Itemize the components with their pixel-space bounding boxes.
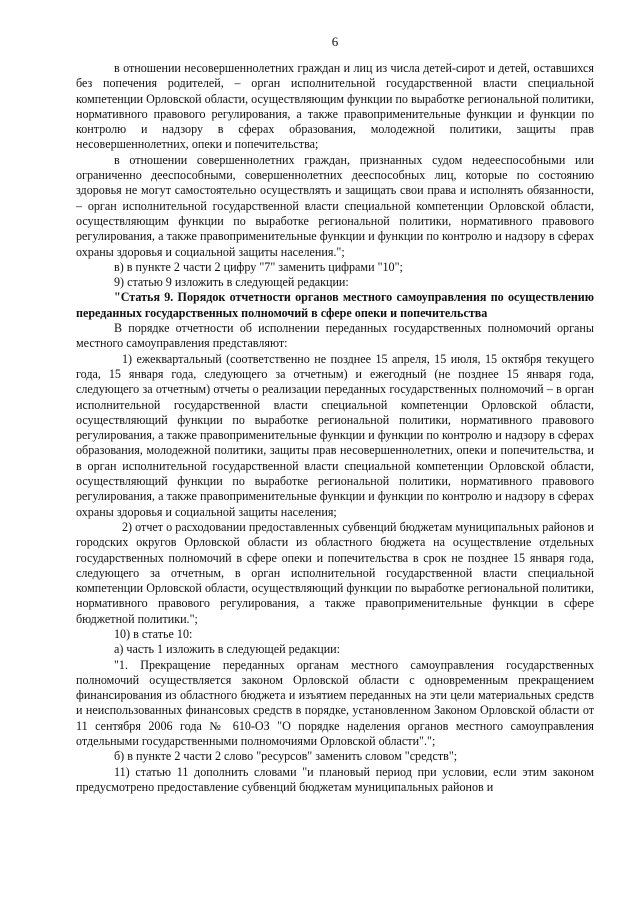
paragraph-reporting-order: В порядке отчетности об исполнении переданных государственных полномочий органы местного самоуправления представляют:: [76, 321, 594, 351]
paragraph-quarterly-report: 1) ежеквартальный (соответственно не позднее 15 апреля, 15 июля, 15 октября текущего года, 15 января года, следующего за отчетным) и ежегодный (не позднее 15 января года, следующего за отчетным) отчеты о реализации переданных государственных полномочий – в орган исполнительной государственной власти специальной компетенции Орловской области, осуществляющий функции по выработке региональной политики, нормативного правового регулирования, а также правоприменительные функции и функции по контролю и надзору в сферах образования, молодежной политики, защиты прав несовершеннолетних, опеки и попечительства, и в орган исполнительной государственной власти специальной компетенции Орловской области, осуществляющий функции по выработке региональной политики, нормативного правового регулирования, а также правоприменительные функции и функции по контролю и надзору в сферах охраны здоровья и социальной защиты населения;: [76, 351, 594, 519]
paragraph-minors-authority: в отношении несовершеннолетних граждан и лиц из числа детей-сирот и детей, оставшихся без попечения родителей, – орган исполнительной государственной власти специальной компетенции Орловской области, осуществляющим функции по выработке региональной политики, нормативного правового регулирования, а также правоприменительные функции и функции по контролю и надзору в сферах образования, молодежной политики, защиты прав несовершеннолетних, опеки и попечительства;: [76, 61, 594, 152]
paragraph-article-11: 11) статью 11 дополнить словами "и плановый период при условии, если этим законом предусмотрено предоставление субвенций бюджетам муниципальных районов и: [76, 764, 594, 794]
paragraph-article-9-intro: 9) статью 9 изложить в следующей редакции:: [114, 275, 349, 290]
paragraph-resources-replace: б) в пункте 2 части 2 слово "ресурсов" заменить словом "средств";: [114, 749, 458, 764]
paragraph-expenditure-report: 2) отчет о расходовании предоставленных субвенций бюджетам муниципальных районов и городских округов Орловской области из областного бюджета на осуществление отдельных государственных полномочий в сфере опеки и попечительства в срок не позднее 15 января года, следующего за отчетным, в орган исполнительной государственной власти специальной компетенции Орловской области, осуществляющий функции по выработке региональной политики, нормативного правового регулирования, а также правоприменительные функции в сфере бюджетной политики.";: [76, 519, 594, 626]
paragraph-amend-digit: в) в пункте 2 части 2 цифру "7" заменить цифрами "10";: [114, 259, 403, 274]
paragraph-article-10-intro: 10) в статье 10:: [114, 626, 193, 641]
paragraph-part-1-intro: а) часть 1 изложить в следующей редакции:: [114, 642, 340, 657]
paragraph-adults-authority: в отношении совершеннолетних граждан, признанных судом недееспособными или ограниченно дееспособными, совершеннолетних дееспособных лиц, которые по состоянию здоровья не могут самостоятельно осуществлять и защищать свои права и исполнять обязанности, – орган исполнительной государственной власти специальной компетенции Орловской области, осуществляющим функции по выработке региональной политики, нормативного правового регулирования, а также правоприменительные функции и функции по контролю и надзору в сферах охраны здоровья и социальной защиты населения.";: [76, 152, 594, 259]
paragraph-termination: "1. Прекращение переданных органам местного самоуправления государственных полномочий осуществляется законом Орловской области с одновременным прекращением финансирования из областного бюджета и изъятием переданных на эти цели материальных средств и неиспользованных финансовых средств в порядке, установленном Законом Орловской области от 11 сентября 2006 года № 610-ОЗ "О порядке наделения органов местного самоуправления отдельными государственными полномочиями Орловской области".";: [76, 657, 594, 749]
article-9-heading: "Статья 9. Порядок отчетности органов местного самоуправления по осуществлению переданных государственных полномочий в сфере опеки и попечительства: [76, 290, 594, 320]
document-body: [76, 61, 594, 795]
page-number: 6: [331, 34, 339, 49]
